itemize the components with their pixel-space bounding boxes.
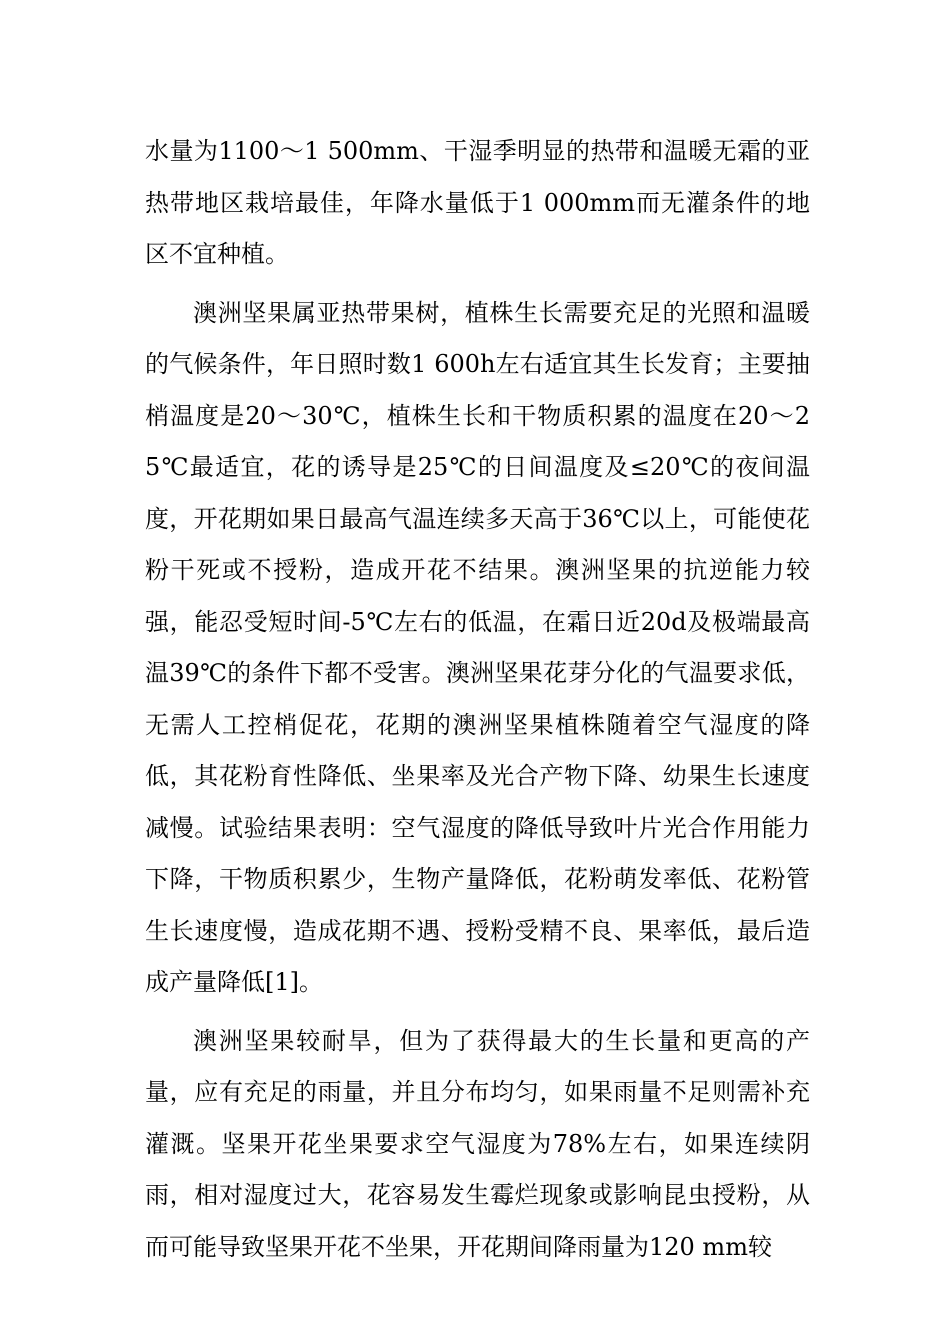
paragraph-rainfall-continuation: 水量为1100～1 500mm、干湿季明显的热带和温暖无霜的亚热带地区栽培最佳，年降水量低于1 000mm而无灌条件的地区不宜种植。 xyxy=(145,137,810,268)
paragraph-temperature-requirements: 澳洲坚果属亚热带果树，植株生长需要充足的光照和温暖的气候条件，年日照时数1 600h左右适宜其生长发育；主要抽梢温度是20～30℃，植株生长和干物质积累的温度在20～25℃最适宜，花的诱导是25℃的日间温度及≤20℃的夜间温度，开花期如果日最高气温连续多天高于36℃以上，可能使花粉干死或不授粉，造成开花不结果。澳洲坚果的抗逆能力较强，能忍受短时间-5℃左右的低温，在霜日近20d及极端最高温39℃的条件下都不受害。澳洲坚果花芽分化的气温要求低，无需人工控梢促花，花期的澳洲坚果植株随着空气湿度的降低，其花粉育性降低、坐果率及光合产物下降、幼果生长速度减慢。试验结果表明：空气湿度的降低导致叶片光合作用能力下降，干物质积累少，生物产量降低，花粉萌发率低、花粉管生长速度慢，造成花期不遇、授粉受精不良、果率低，最后造成产量降低[1]。 xyxy=(145,298,810,996)
paragraph-drought-tolerance: 澳洲坚果较耐旱，但为了获得最大的生长量和更高的产量，应有充足的雨量，并且分布均匀，如果雨量不足则需补充灌溉。坚果开花坐果要求空气湿度为78%左右，如果连续阴雨，相对湿度过大，花容易发生霉烂现象或影响昆虫授粉，从而可能导致坚果开花不坐果，开花期间降雨量为120 mm较 xyxy=(145,1026,810,1261)
document-body xyxy=(145,126,810,1280)
